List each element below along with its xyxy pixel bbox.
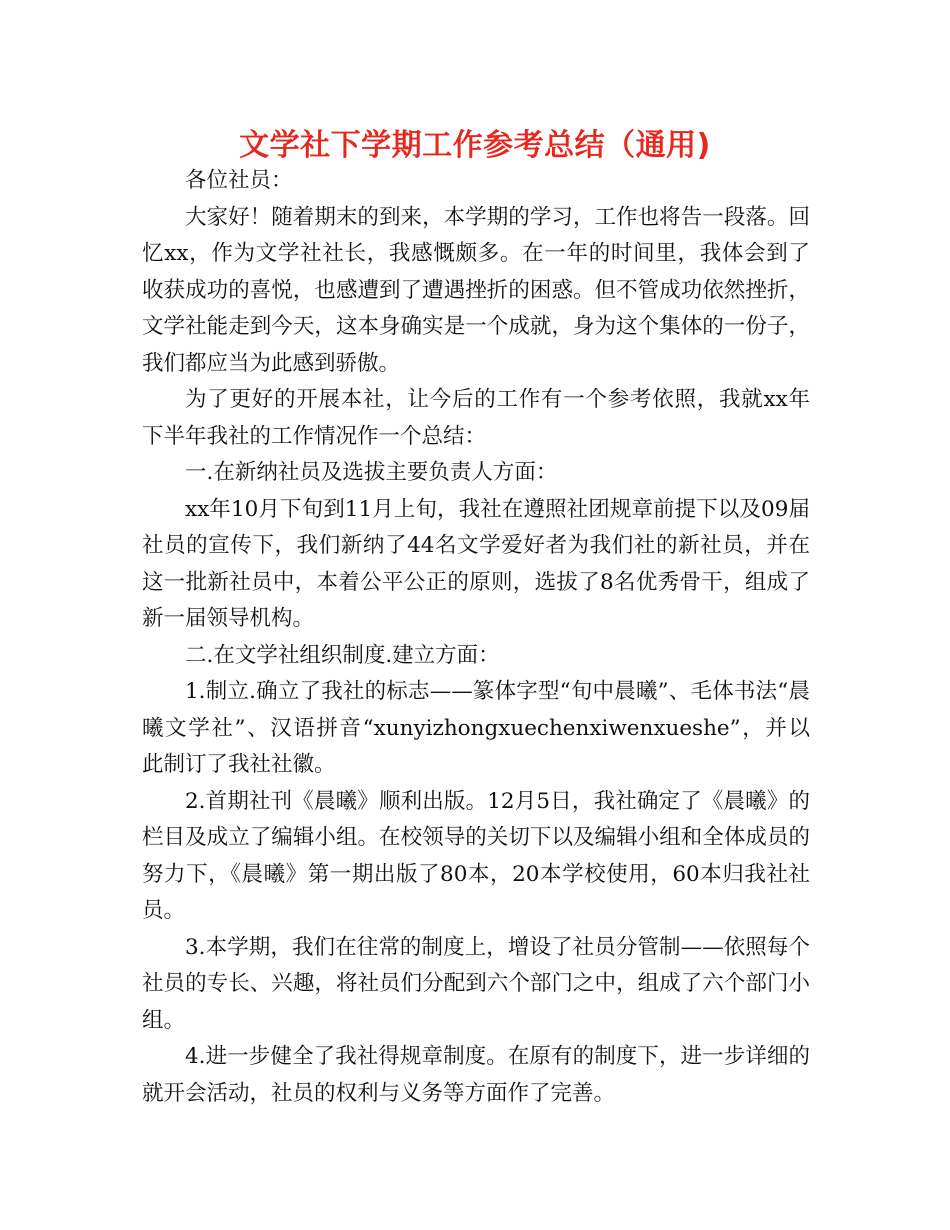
greeting-paragraph: 大家好！随着期末的到来，本学期的学习，工作也将告一段落。回忆xx，作为文学社社长，我感慨颇多。在一年的时间里，我体会到了收获成功的喜悦，也感遭到了遭遇挫折的困惑。但不管成功依然挫折，文学社能走到今天，这本身确实是一个成就，身为这个集体的一份子，我们都应当为此感到骄傲。 <box>142 204 810 376</box>
list-item-1: 1.制立.确立了我社的标志——篆体字型“旬中晨曦”、毛体书法“晨曦文学社”、汉语拼音“xunyizhongxuechenxiwenxueshe”，并以此制订了我社社徽。 <box>142 679 810 777</box>
document-title: 文学社下学期工作参考总结（通用) <box>239 128 711 163</box>
intro-paragraph: 为了更好的开展本社，让今后的工作有一个参考依照，我就xx年下半年我社的工作情况作一个总结： <box>142 387 810 449</box>
section-heading-2: 二.在文学社组织制度.建立方面： <box>185 642 500 668</box>
list-item-4: 4.进一步健全了我社得规章制度。在原有的制度下，进一步详细的就开会活动，社员的权利与义务等方面作了完善。 <box>142 1044 810 1106</box>
list-item-2: 2.首期社刊《晨曦》顺利出版。12月5日，我社确定了《晨曦》的栏目及成立了编辑小组。在校领导的关切下以及编辑小组和全体成员的努力下，《晨曦》第一期出版了80本，20本学校使用，60本归我社社员。 <box>142 788 810 923</box>
document-body <box>142 163 810 1112</box>
section-heading-1: 一.在新纳社员及选拔主要负责人方面： <box>185 460 558 485</box>
list-item-3: 3.本学期，我们在往常的制度上，增设了社员分管制——依照每个社员的专长、兴趣，将社员们分配到六个部门之中，组成了六个部门小组。 <box>142 934 810 1033</box>
salutation-paragraph: 各位社员： <box>185 168 293 193</box>
body-paragraph: xx年10月下旬到11月上旬，我社在遵照社团规章前提下以及09届社员的宣传下，我们新纳了44名文学爱好者为我们社的新社员，并在这一批新社员中，本着公平公正的原则，选拔了8名优秀骨干，组成了新一届领导机构。 <box>142 496 810 631</box>
